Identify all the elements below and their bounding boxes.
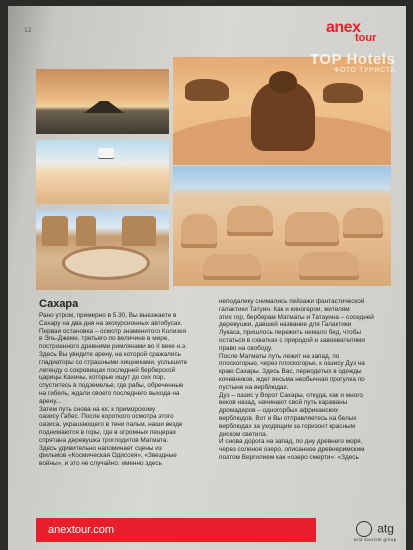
right-column-line: верблюдов. Вот и Вы отправляетесь на белых <box>219 414 357 422</box>
left-column-line: Сахару на два дня на экскурсионных автобусах. <box>39 319 183 327</box>
left-column-line: легенду о сокровищах последней берберской <box>39 366 176 374</box>
footer-url[interactable]: anextour.com <box>48 524 115 536</box>
matmata-troglodyte-village-photo <box>173 166 391 286</box>
anex-tour-logo <box>326 19 377 44</box>
article-left-column <box>39 312 209 468</box>
article-title: Сахара <box>39 298 79 310</box>
right-column-line: И снова дорога на запад, по дну древнего моря, <box>219 438 363 446</box>
desert-sunset-photo <box>36 69 169 134</box>
right-column-line: пустыне на верблюдах. <box>219 383 289 391</box>
right-column-line: краю Сахары. Здесь Вас, переодетых в одежды <box>219 368 362 376</box>
left-column-line: Рано утром, примерно в 5.30, Вы выезжаете в <box>39 312 177 319</box>
logo-brand: anex <box>326 19 361 36</box>
right-column-line: дромадеров – одногорбых африканских <box>219 407 339 415</box>
left-column-line: гладиаторы со страшными хищниками, услышите <box>39 358 188 366</box>
watermark-brand: TOP Hotels <box>310 51 396 68</box>
magazine-page <box>8 6 406 550</box>
left-column-line: спрятана деревушка троглодитов Матмата. <box>39 436 169 444</box>
left-column-line: оазису Габес. После короткого осмотра этого <box>39 413 174 421</box>
atg-logo <box>350 518 400 542</box>
left-column-line: построенного древними римлянами во II веке н.э. <box>39 343 187 351</box>
left-column-line: спуститесь в подземелье, где рабы, обреченные <box>39 382 184 390</box>
atg-sub-label: asia tourism group <box>353 537 397 542</box>
left-column-line: войны», и это не случайно: именно здесь <box>39 460 162 468</box>
atg-label: atg <box>377 521 394 536</box>
watermark <box>310 52 395 74</box>
left-column-line: Здесь удивительно напоминает сцены из <box>39 444 162 452</box>
right-column-line: Дуз – оазис у Ворот Сахары, откуда, как и много <box>219 391 363 399</box>
left-column-line: поднимаются в горы, где в огромных пещерах <box>39 428 177 436</box>
right-column-line: остаться в схватках с природой и завоевателями <box>219 336 365 344</box>
left-column-line: фильмов «Космическая Одиссея», «Звездные <box>39 452 177 460</box>
right-column-line: через соленое озеро, описанное древнеримским <box>219 446 365 454</box>
right-column-line: веков назад, начинают свой путь караваны <box>219 399 348 407</box>
right-column-line: плоскогорью, через плоскогорье, к оазису Дуз на <box>219 360 365 368</box>
left-column-line: на гибель, ждали своего последнего выхода на <box>39 389 180 397</box>
right-column-line: После Матматы путь лежит на запад, по <box>219 352 340 360</box>
right-column-line: этих гор, берберам Матматы и Татауина – соседней <box>219 313 374 321</box>
atg-circle-icon <box>356 521 372 537</box>
right-column-line: галактики Татуин. Как и киногерои, жителям <box>219 305 350 313</box>
jeep-dunes-photo <box>36 140 169 204</box>
logo-sub: tour <box>355 32 377 44</box>
right-column-line: диском светила. <box>219 430 268 438</box>
left-column-line: царицы Кахины, которые ищут до сих пор, <box>39 374 166 382</box>
left-column-line: арену... <box>39 397 62 405</box>
left-column-line: Здесь Вы увидите арену, на которой сражались <box>39 350 181 358</box>
footer-bar <box>36 518 316 542</box>
right-column-line: неподалеку снимались пейзажи фантастической <box>219 298 365 305</box>
left-column-line: оазиса, украшающего в тени пальм, наши везде <box>39 421 183 429</box>
right-column-line: право на свободу. <box>219 344 273 352</box>
right-column-line: верблюдах за уходящим за горизонт красным <box>219 422 356 430</box>
article-right-column <box>219 298 399 462</box>
right-column-line: деревушки, давшей название для Галактики <box>219 321 352 329</box>
left-column-line: в Эль-Джеме, третьего по величине в мире, <box>39 335 170 343</box>
left-column-line: Затем путь снова на юг, к приморскому <box>39 405 156 413</box>
right-column-line: кочевников, ждет весьма необычная прогулка по <box>219 375 365 383</box>
left-column-line: Первая остановка – осмотр знаменитого Колизея <box>39 327 187 335</box>
watermark-sub: ФОТО ТУРИСТА <box>334 67 396 74</box>
right-column-line: Лукаса, пришлось пережить немало бед, чтобы <box>219 329 361 337</box>
el-jem-colosseum-photo <box>36 210 169 290</box>
page-number: 12 <box>24 27 32 34</box>
right-column-line: поэтом Вергилием как «озеро смерти»: «Здесь <box>219 453 359 461</box>
